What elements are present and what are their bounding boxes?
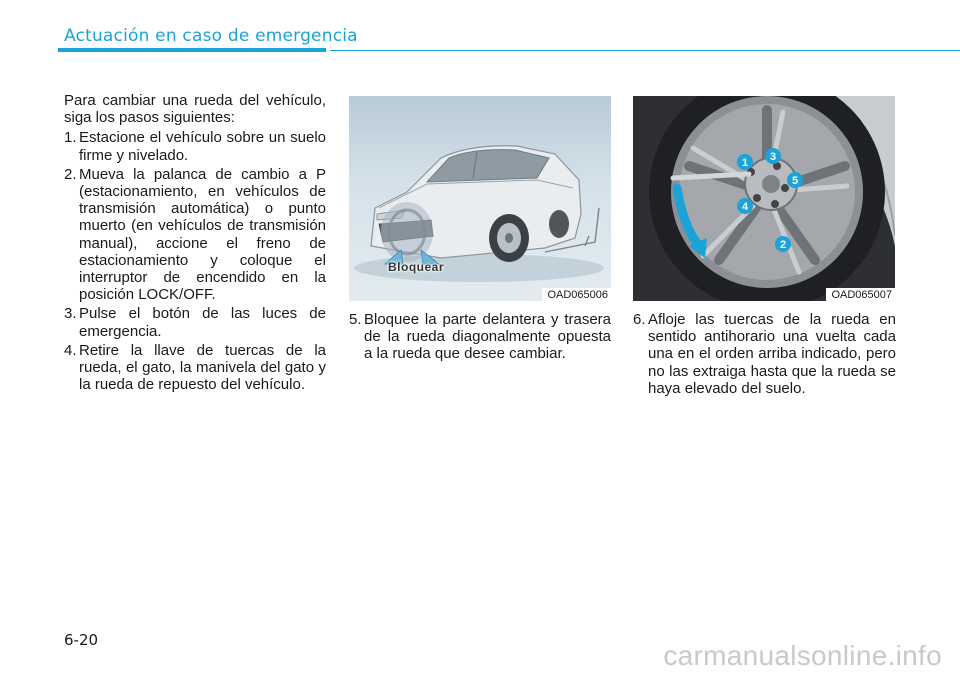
- nut-number-4: 4: [741, 201, 749, 213]
- nut-number-3: 3: [769, 151, 777, 163]
- step-5: [349, 311, 611, 363]
- step-number: 3.: [64, 305, 77, 323]
- watermark: carmanualsonline.info: [663, 640, 942, 671]
- step-text: Retire la llave de tuercas de la rueda, el gato, la manivela del gato y la rueda de repuesto del vehículo.: [79, 341, 326, 394]
- page-number: 6-20: [64, 631, 99, 649]
- header-rule: [330, 50, 960, 51]
- header-accent-bar: [58, 48, 326, 52]
- step-number: 4.: [64, 341, 77, 359]
- step-number: 5.: [349, 311, 362, 328]
- step-1: [64, 129, 326, 163]
- step-number: 2.: [64, 165, 77, 183]
- step-2: [64, 166, 326, 304]
- figure-car-chocks: [349, 96, 611, 301]
- step-text: Afloje las tuercas de la rueda en sentido antihorario una vuelta cada una en el orden arriba indicado, pero no las extraiga hasta que la rueda se haya elevado del suelo.: [648, 311, 896, 397]
- step-number: 6.: [633, 311, 646, 328]
- figure-label: Bloquear: [388, 260, 445, 274]
- step-text: Bloquee la parte delantera y trasera de la rueda diagonalmente opuesta a la rueda que desee cambiar.: [364, 311, 611, 363]
- step-text: Pulse el botón de las luces de emergencia.: [79, 305, 326, 340]
- section-header: [64, 26, 960, 52]
- column-middle: [349, 311, 611, 365]
- step-text: Mueva la palanca de cambio a P (estacionamiento, en vehículos de transmisión automática) o punto muerto (en vehículos de transmisión manual), accione el freno de estacionamiento y coloque el interruptor de encendido en la posición LOCK/OFF.: [79, 165, 326, 304]
- step-text: Estacione el vehículo sobre un suelo firme y nivelado.: [79, 129, 326, 164]
- intro-text: Para cambiar una rueda del vehículo, siga los pasos siguientes:: [64, 92, 326, 127]
- step-3: [64, 305, 326, 339]
- nut-number-2: 2: [779, 239, 787, 251]
- figure-code: OAD065007: [826, 288, 895, 301]
- nut-order-markers: [633, 96, 895, 301]
- step-4: [64, 342, 326, 394]
- section-title: Actuación en caso de emergencia: [64, 26, 358, 46]
- column-right: [633, 311, 896, 399]
- figure-wheel-nuts: [633, 96, 895, 301]
- step-6: [633, 311, 896, 397]
- nut-number-5: 5: [791, 175, 799, 187]
- column-left: [64, 92, 326, 395]
- step-number: 1.: [64, 129, 77, 147]
- figure-code: OAD065006: [542, 288, 611, 301]
- nut-number-1: 1: [741, 157, 749, 169]
